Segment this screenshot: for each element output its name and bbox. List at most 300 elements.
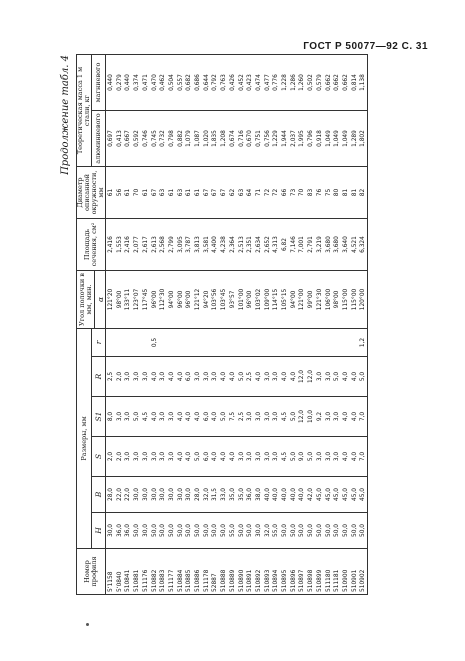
cell-diam: 82 xyxy=(358,167,367,219)
cell-H: 50,0 xyxy=(176,513,185,549)
cell-magn: 0,662 xyxy=(332,54,341,110)
cell-H: 36,0 xyxy=(115,513,124,549)
cell-profile: 511177 xyxy=(167,549,176,595)
cell-S: 2,0 xyxy=(115,437,124,477)
cell-B: 33,0 xyxy=(219,477,228,513)
cell-B: 30,0 xyxy=(158,477,167,513)
cell-S1: 6,0 xyxy=(202,397,211,437)
cell-diam: 61 xyxy=(141,167,150,219)
cell-R: 12,0 xyxy=(306,357,315,397)
cell-H: 50,0 xyxy=(167,513,176,549)
cell-alum: 0,918 xyxy=(315,111,324,167)
cell-S1: 7,5 xyxy=(228,397,237,437)
cell-area: 2,568 xyxy=(158,219,167,271)
cell-R: 2,5 xyxy=(106,357,115,397)
cell-S: 3,0 xyxy=(141,437,150,477)
cell-r xyxy=(202,329,211,357)
cell-profile: 510881 xyxy=(132,549,141,595)
cell-magn: 0,477 xyxy=(263,54,272,110)
cell-alum: 0,732 xyxy=(158,111,167,167)
cell-profile: 510883 xyxy=(158,549,167,595)
cell-profile: 510886 xyxy=(193,549,202,595)
bullet-mark xyxy=(86,623,89,626)
cell-angle: 117°45 xyxy=(141,271,150,329)
cell-H: 50,0 xyxy=(306,513,315,549)
cell-profile: 510890 xyxy=(237,549,246,595)
cell-area: 2,791 xyxy=(306,219,315,271)
cell-diam: 67 xyxy=(219,167,228,219)
cell-B: 22,0 xyxy=(123,477,132,513)
cell-area: 4,400 xyxy=(210,219,219,271)
cell-B: 32,0 xyxy=(202,477,211,513)
cell-S1: 4,5 xyxy=(141,397,150,437)
cell-S: 3,0 xyxy=(271,437,280,477)
cell-H: 50,0 xyxy=(237,513,246,549)
cell-R: 4,0 xyxy=(150,357,159,397)
cell-H: 50,0 xyxy=(210,513,219,549)
cell-r xyxy=(271,329,280,357)
cell-R: 4,0 xyxy=(350,357,359,397)
col-diam: Диаметр описанной окружности, мм xyxy=(77,167,106,219)
cell-r xyxy=(324,329,333,357)
cell-B: 45,0 xyxy=(358,477,367,513)
cell-r xyxy=(115,329,124,357)
cell-diam: 81 xyxy=(350,167,359,219)
col-R: R xyxy=(92,357,106,397)
cell-B: 30,0 xyxy=(176,477,185,513)
cell-alum: 0,746 xyxy=(141,111,150,167)
cell-R: 4,0 xyxy=(289,357,298,397)
cell-magn: 0,792 xyxy=(210,54,219,110)
cell-S1: 3,0 xyxy=(263,397,272,437)
cell-R: 5,0 xyxy=(332,357,341,397)
cell-angle: 99°00 xyxy=(306,271,315,329)
cell-profile: 510888 xyxy=(219,549,228,595)
cell-B: 30,0 xyxy=(184,477,193,513)
cell-r xyxy=(141,329,150,357)
cell-profile: 510882 xyxy=(150,549,159,595)
cell-alum: 1,944 xyxy=(280,111,289,167)
cell-angle: 103°45 xyxy=(219,271,228,329)
table-row xyxy=(202,54,211,594)
cell-profile: 510889 xyxy=(228,549,237,595)
cell-H: 50,0 xyxy=(219,513,228,549)
cell-B: 31,5 xyxy=(210,477,219,513)
cell-magn: 1,260 xyxy=(297,54,306,110)
cell-S: 4,0 xyxy=(341,437,350,477)
cell-diam: 70 xyxy=(297,167,306,219)
table-row xyxy=(106,54,115,594)
cell-S1: 12,0 xyxy=(297,397,306,437)
cell-B: 35,0 xyxy=(237,477,246,513)
table-row xyxy=(219,54,228,594)
cell-R: 6,0 xyxy=(184,357,193,397)
cell-diam: 61 xyxy=(167,167,176,219)
cell-magn: 0,279 xyxy=(115,54,124,110)
cell-r xyxy=(306,329,315,357)
cell-S: 3,0 xyxy=(315,437,324,477)
cell-H: 30,0 xyxy=(141,513,150,549)
table-body xyxy=(106,54,368,594)
cell-r xyxy=(228,329,237,357)
cell-alum: 0,798 xyxy=(167,111,176,167)
cell-area: 2,613 xyxy=(150,219,159,271)
cell-R: 3,0 xyxy=(141,357,150,397)
cell-S1: 9,2 xyxy=(315,397,324,437)
cell-angle: 96°00 xyxy=(245,271,254,329)
cell-diam: 75 xyxy=(324,167,333,219)
table-row xyxy=(306,54,315,594)
cell-profile: 510841 xyxy=(123,549,132,595)
col-alum: алюминиевого xyxy=(92,111,106,167)
table-row xyxy=(341,54,350,594)
cell-S1: 4,0 xyxy=(210,397,219,437)
cell-S1: 4,0 xyxy=(350,397,359,437)
cell-diam: 66 xyxy=(280,167,289,219)
cell-S1: 4,0 xyxy=(193,397,202,437)
table-row xyxy=(167,54,176,594)
cell-magn: 0,462 xyxy=(158,54,167,110)
table-row xyxy=(158,54,167,594)
cell-profile: 510884 xyxy=(176,549,185,595)
cell-S1: 3,0 xyxy=(324,397,333,437)
cell-S1: 3,0 xyxy=(158,397,167,437)
cell-S: 5,0 xyxy=(306,437,315,477)
cell-S1: 2,5 xyxy=(237,397,246,437)
cell-B: 22,0 xyxy=(115,477,124,513)
cell-angle: 96°00 xyxy=(150,271,159,329)
cell-angle: 94°00 xyxy=(289,271,298,329)
cell-diam: 71 xyxy=(254,167,263,219)
cell-magn: 0,440 xyxy=(106,54,115,110)
cell-alum: 1,049 xyxy=(341,111,350,167)
cell-alum: 1,079 xyxy=(184,111,193,167)
cell-diam: 67 xyxy=(202,167,211,219)
cell-alum: 0,667 xyxy=(123,111,132,167)
cell-R: 4,0 xyxy=(254,357,263,397)
cell-alum: 0,756 xyxy=(263,111,272,167)
cell-profile: 510897 xyxy=(297,549,306,595)
cell-B: 38,0 xyxy=(254,477,263,513)
cell-R: 4,0 xyxy=(280,357,289,397)
cell-magn: 0,644 xyxy=(202,54,211,110)
cell-S: 4,5 xyxy=(280,437,289,477)
cell-profile: 510898 xyxy=(306,549,315,595)
cell-r xyxy=(176,329,185,357)
cell-alum: 0,716 xyxy=(237,111,246,167)
cell-magn: 1,286 xyxy=(289,54,298,110)
cell-B: 30,0 xyxy=(141,477,150,513)
cell-R: 3,0 xyxy=(158,357,167,397)
cell-S1: 3,0 xyxy=(271,397,280,437)
cell-magn: 0,763 xyxy=(219,54,228,110)
cell-S1: 3,0 xyxy=(254,397,263,437)
cell-diam: 83 xyxy=(306,167,315,219)
cell-B: 30,0 xyxy=(167,477,176,513)
cell-alum: 0,592 xyxy=(132,111,141,167)
cell-profile: 510902 xyxy=(358,549,367,595)
cell-alum: 0,670 xyxy=(245,111,254,167)
cell-S: 5,0 xyxy=(289,437,298,477)
cell-r xyxy=(289,329,298,357)
cell-angle: 133°11 xyxy=(123,271,132,329)
cell-area: 6,82 xyxy=(280,219,289,271)
cell-S1: 5,0 xyxy=(219,397,228,437)
cell-profile: 510899 xyxy=(315,549,324,595)
cell-B: 35,0 xyxy=(228,477,237,513)
cell-angle: 98°00 xyxy=(115,271,124,329)
cell-S1: 8,0 xyxy=(106,397,115,437)
cell-S1: 4,5 xyxy=(280,397,289,437)
cell-diam: 73 xyxy=(289,167,298,219)
cell-angle: 106°00 xyxy=(324,271,333,329)
cell-alum: 1,995 xyxy=(297,111,306,167)
cell-R: 2,0 xyxy=(115,357,124,397)
cell-H: 55,0 xyxy=(228,513,237,549)
table-row xyxy=(332,54,341,594)
cell-r xyxy=(245,329,254,357)
cell-S: 2,0 xyxy=(106,437,115,477)
cell-profile: 510894 xyxy=(271,549,280,595)
table-row xyxy=(324,54,333,594)
cell-R: 3,0 xyxy=(210,357,219,397)
cell-r xyxy=(106,329,115,357)
col-magn: магниевого xyxy=(92,54,106,110)
cell-area: 2,364 xyxy=(228,219,237,271)
table-row xyxy=(210,54,219,594)
cell-r xyxy=(210,329,219,357)
cell-diam: 61 xyxy=(184,167,193,219)
table-row xyxy=(115,54,124,594)
cell-area: 2,617 xyxy=(141,219,150,271)
cell-diam: 56 xyxy=(115,167,124,219)
cell-area: 3,680 xyxy=(324,219,333,271)
cell-r xyxy=(297,329,306,357)
table-row xyxy=(350,54,359,594)
page-header: ГОСТ Р 50077—92 С. 31 xyxy=(303,41,428,52)
cell-magn: 0,557 xyxy=(176,54,185,110)
cell-r xyxy=(237,329,246,357)
cell-S: 3,0 xyxy=(158,437,167,477)
cell-magn: 0,374 xyxy=(132,54,141,110)
cell-S1: 4,0 xyxy=(184,397,193,437)
cell-alum: 0,745 xyxy=(150,111,159,167)
cell-B: 40,0 xyxy=(297,477,306,513)
cell-r xyxy=(123,329,132,357)
cell-B: 40,0 xyxy=(271,477,280,513)
cell-profile: 52887 xyxy=(210,549,219,595)
cell-R: 3,0 xyxy=(202,357,211,397)
cell-area: 4,238 xyxy=(219,219,228,271)
cell-B: 40,0 xyxy=(280,477,289,513)
cell-R: 5,0 xyxy=(237,357,246,397)
cell-alum: 0,674 xyxy=(228,111,237,167)
cell-magn: 0,471 xyxy=(141,54,150,110)
cell-area: 6,324 xyxy=(358,219,367,271)
cell-S: 5,0 xyxy=(193,437,202,477)
cell-B: 45,0 xyxy=(324,477,333,513)
cell-H: 50,0 xyxy=(358,513,367,549)
cell-S: 3,0 xyxy=(132,437,141,477)
cell-magn: 0,440 xyxy=(123,54,132,110)
cell-angle: 96°00 xyxy=(176,271,185,329)
col-area: Площадь сечения, см² xyxy=(77,219,106,271)
cell-angle: 121°20 xyxy=(106,271,115,329)
cell-B: 42,0 xyxy=(306,477,315,513)
cell-diam: 61 xyxy=(106,167,115,219)
cell-H: 50,0 xyxy=(150,513,159,549)
cell-magn: 0,662 xyxy=(324,54,333,110)
cell-B: 36,0 xyxy=(245,477,254,513)
cell-r xyxy=(254,329,263,357)
cell-r xyxy=(158,329,167,357)
cell-B: 40,0 xyxy=(289,477,298,513)
cell-area: 4,521 xyxy=(350,219,359,271)
cell-area: 2,652 xyxy=(263,219,272,271)
cell-S: 4,0 xyxy=(350,437,359,477)
cell-S1: 3,0 xyxy=(123,397,132,437)
cell-angle: 93°57 xyxy=(228,271,237,329)
cell-diam: 61 xyxy=(123,167,132,219)
cell-diam: 63 xyxy=(176,167,185,219)
table-row xyxy=(280,54,289,594)
cell-alum: 1,835 xyxy=(210,111,219,167)
cell-S1: 5,0 xyxy=(289,397,298,437)
table-row xyxy=(297,54,306,594)
cell-S: 3,0 xyxy=(167,437,176,477)
table-row xyxy=(228,54,237,594)
cell-alum: 2,037 xyxy=(289,111,298,167)
cell-angle: 94°00 xyxy=(167,271,176,329)
cell-alum: 1,208 xyxy=(219,111,228,167)
cell-R: 4,0 xyxy=(228,357,237,397)
cell-area: 2,799 xyxy=(167,219,176,271)
cell-B: 45,0 xyxy=(341,477,350,513)
cell-alum: 1,289 xyxy=(350,111,359,167)
cell-S1: 4,0 xyxy=(176,397,185,437)
cell-R: 12,0 xyxy=(297,357,306,397)
col-S1: S1 xyxy=(92,397,106,437)
cell-angle: 121°12 xyxy=(193,271,202,329)
cell-S1: 10,0 xyxy=(306,397,315,437)
table-row xyxy=(254,54,263,594)
cell-S: 3,0 xyxy=(150,437,159,477)
cell-R: 4,0 xyxy=(219,357,228,397)
cell-magn: 0,682 xyxy=(184,54,193,110)
rotated-table-block xyxy=(56,55,436,595)
cell-angle: 121°00 xyxy=(297,271,306,329)
cell-R: 5,0 xyxy=(358,357,367,397)
cell-S: 3,0 xyxy=(324,437,333,477)
cell-area: 3,219 xyxy=(315,219,324,271)
cell-H: 55,0 xyxy=(271,513,280,549)
cell-angle: 101°00 xyxy=(237,271,246,329)
cell-r xyxy=(341,329,350,357)
cell-alum: 1,049 xyxy=(332,111,341,167)
cell-magn: 0,814 xyxy=(350,54,359,110)
table-row xyxy=(184,54,193,594)
profile-table xyxy=(76,54,368,595)
cell-area: 7,146 xyxy=(289,219,298,271)
cell-H: 50,0 xyxy=(132,513,141,549)
table-row xyxy=(263,54,272,594)
cell-alum: 1,802 xyxy=(358,111,367,167)
cell-magn: 0,452 xyxy=(237,54,246,110)
cell-angle: 98°00 xyxy=(332,271,341,329)
cell-r xyxy=(315,329,324,357)
cell-angle: 105°15 xyxy=(280,271,289,329)
cell-r xyxy=(184,329,193,357)
cell-R: 3,0 xyxy=(271,357,280,397)
cell-alum: 1,087 xyxy=(193,111,202,167)
cell-diam: 76 xyxy=(315,167,324,219)
cell-H: 32,0 xyxy=(263,513,272,549)
cell-r xyxy=(193,329,202,357)
col-angle-sub: α xyxy=(95,271,106,329)
cell-area: 2,513 xyxy=(237,219,246,271)
cell-diam: 67 xyxy=(150,167,159,219)
cell-H: 50,0 xyxy=(341,513,350,549)
cell-profile: 511176 xyxy=(141,549,150,595)
col-dims-group: Размеры, мм xyxy=(77,329,92,549)
cell-r xyxy=(167,329,176,357)
cell-diam: 64 xyxy=(245,167,254,219)
cell-r xyxy=(219,329,228,357)
cell-area: 3,787 xyxy=(184,219,193,271)
cell-angle: 94°20 xyxy=(202,271,211,329)
cell-angle: 123°07 xyxy=(132,271,141,329)
cell-profile: 511178 xyxy=(202,549,211,595)
cell-profile: 510895 xyxy=(280,549,289,595)
cell-R: 2,5 xyxy=(245,357,254,397)
cell-angle: 114°15 xyxy=(271,271,280,329)
cell-area: 3,640 xyxy=(341,219,350,271)
cell-profile: 510896 xyxy=(289,549,298,595)
cell-H: 50,0 xyxy=(289,513,298,549)
cell-diam: 63 xyxy=(158,167,167,219)
cell-H: 50,0 xyxy=(324,513,333,549)
cell-angle: 115°00 xyxy=(350,271,359,329)
cell-B: 28,0 xyxy=(193,477,202,513)
cell-alum: 1,229 xyxy=(271,111,280,167)
cell-alum: 0,413 xyxy=(115,111,124,167)
cell-S: 3,0 xyxy=(237,437,246,477)
cell-angle: 109°00 xyxy=(263,271,272,329)
cell-magn: 0,470 xyxy=(150,54,159,110)
cell-angle: 121°30 xyxy=(315,271,324,329)
cell-S: 4,0 xyxy=(228,437,237,477)
cell-R: 4,0 xyxy=(341,357,350,397)
col-S: S xyxy=(92,437,106,477)
cell-H: 30,0 xyxy=(106,513,115,549)
cell-profile: 5ʻ0840 xyxy=(115,549,124,595)
cell-diam: 81 xyxy=(341,167,350,219)
cell-diam: 63 xyxy=(237,167,246,219)
col-profile: Номер профиля xyxy=(77,549,106,595)
cell-H: 50,0 xyxy=(158,513,167,549)
cell-profile: 510892 xyxy=(254,549,263,595)
cell-magn: 0,426 xyxy=(228,54,237,110)
cell-angle: 112°30 xyxy=(158,271,167,329)
cell-S1: 3,0 xyxy=(332,397,341,437)
cell-magn: 0,423 xyxy=(245,54,254,110)
cell-magn: 0,686 xyxy=(193,54,202,110)
cell-profile: 510901 xyxy=(350,549,359,595)
table-row xyxy=(358,54,367,594)
table-row xyxy=(245,54,254,594)
cell-magn: 0,776 xyxy=(271,54,280,110)
cell-profile: 511181 xyxy=(332,549,341,595)
